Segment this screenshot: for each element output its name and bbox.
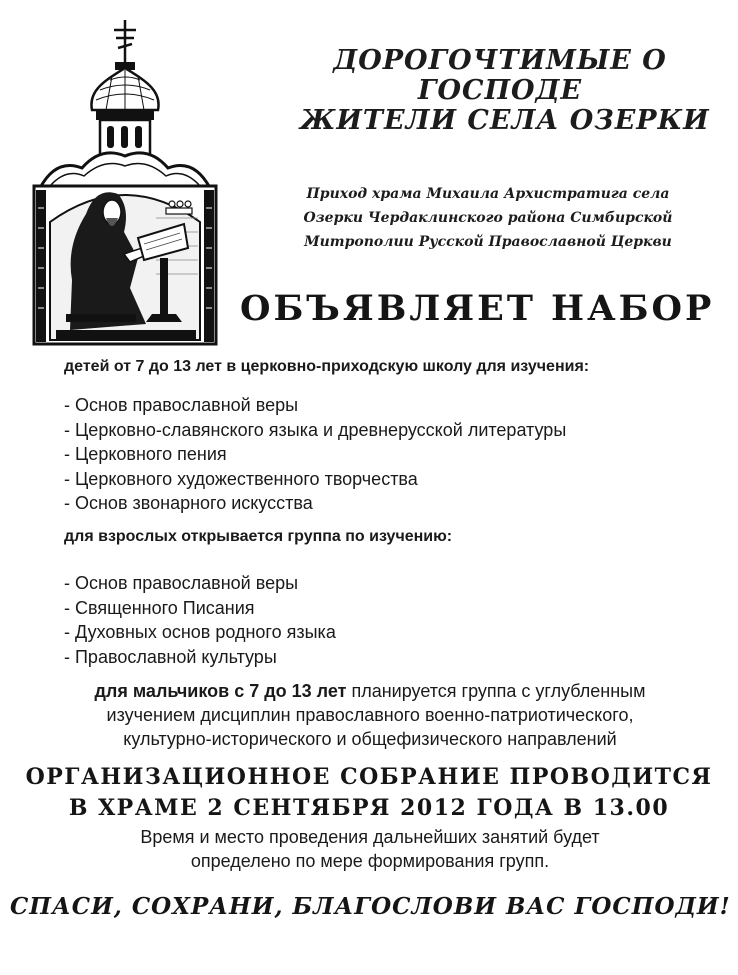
boys-line: изучением дисциплин православного военно-патриотического, [106, 705, 634, 725]
list-item: - Основ православной веры [64, 395, 299, 415]
list-item: - Церковного пения [64, 444, 227, 464]
boys-line: культурно-исторического и общефизического направлений [123, 729, 617, 749]
children-subject-list [64, 393, 566, 516]
boys-group-paragraph [20, 679, 720, 751]
headline-line: ДОРОГОЧТИМЫЕ О [333, 45, 667, 76]
list-item: - Основ православной веры [64, 573, 299, 593]
schedule-line: Время и место проведения дальнейших занятий будет [140, 827, 600, 847]
list-item: - Основ звонарного искусства [64, 493, 313, 513]
parish-info [258, 182, 718, 254]
schedule-line: определено по мере формирования групп. [190, 851, 550, 871]
children-intro: детей от 7 до 13 лет в церковно-приходскую школу для изучения: [64, 358, 590, 375]
parish-line: Приход храма Михаила Архистратига села [306, 186, 670, 202]
blessing-footer: СПАСИ, СОХРАНИ, БЛАГОСЛОВИ ВАС ГОСПОДИ! [10, 893, 731, 920]
meeting-line: ОРГАНИЗАЦИОННОЕ СОБРАНИЕ ПРОВОДИТСЯ [25, 764, 713, 790]
meeting-announcement [10, 762, 728, 824]
boys-line [20, 679, 720, 703]
list-item: - Православной культуры [64, 646, 277, 667]
list-item: - Церковного художественного творчества [64, 468, 418, 489]
list-item: - Духовных основ родного языка [64, 622, 336, 642]
adults-intro: для взрослых открывается группа по изучению: [64, 528, 453, 545]
parish-line: Озерки Чердаклинского района Симбирской [303, 210, 673, 226]
headline-line: ГОСПОДЕ [417, 75, 583, 106]
announcement-heading: ОБЪЯВЛЯЕТ НАБОР [240, 288, 715, 329]
adults-subject-list [64, 571, 336, 669]
boys-bold-text: для мальчиков с 7 до 13 лет [94, 681, 347, 701]
boys-line-rest: планируется группа с углубленным [346, 681, 646, 701]
schedule-note [20, 825, 720, 873]
parish-line: Митрополии Русской Православной Церкви [304, 234, 672, 250]
list-item: - Церковно-славянского языка и древнерусской литературы [64, 419, 567, 440]
meeting-line: В ХРАМЕ 2 СЕНТЯБРЯ 2012 ГОДА В 13.00 [68, 795, 670, 821]
church-monk-illustration [26, 18, 224, 348]
headline-line: ЖИТЕЛИ СЕЛА ОЗЕРКИ [300, 105, 710, 136]
list-item: - Священного Писания [64, 597, 255, 618]
headline [300, 45, 710, 136]
